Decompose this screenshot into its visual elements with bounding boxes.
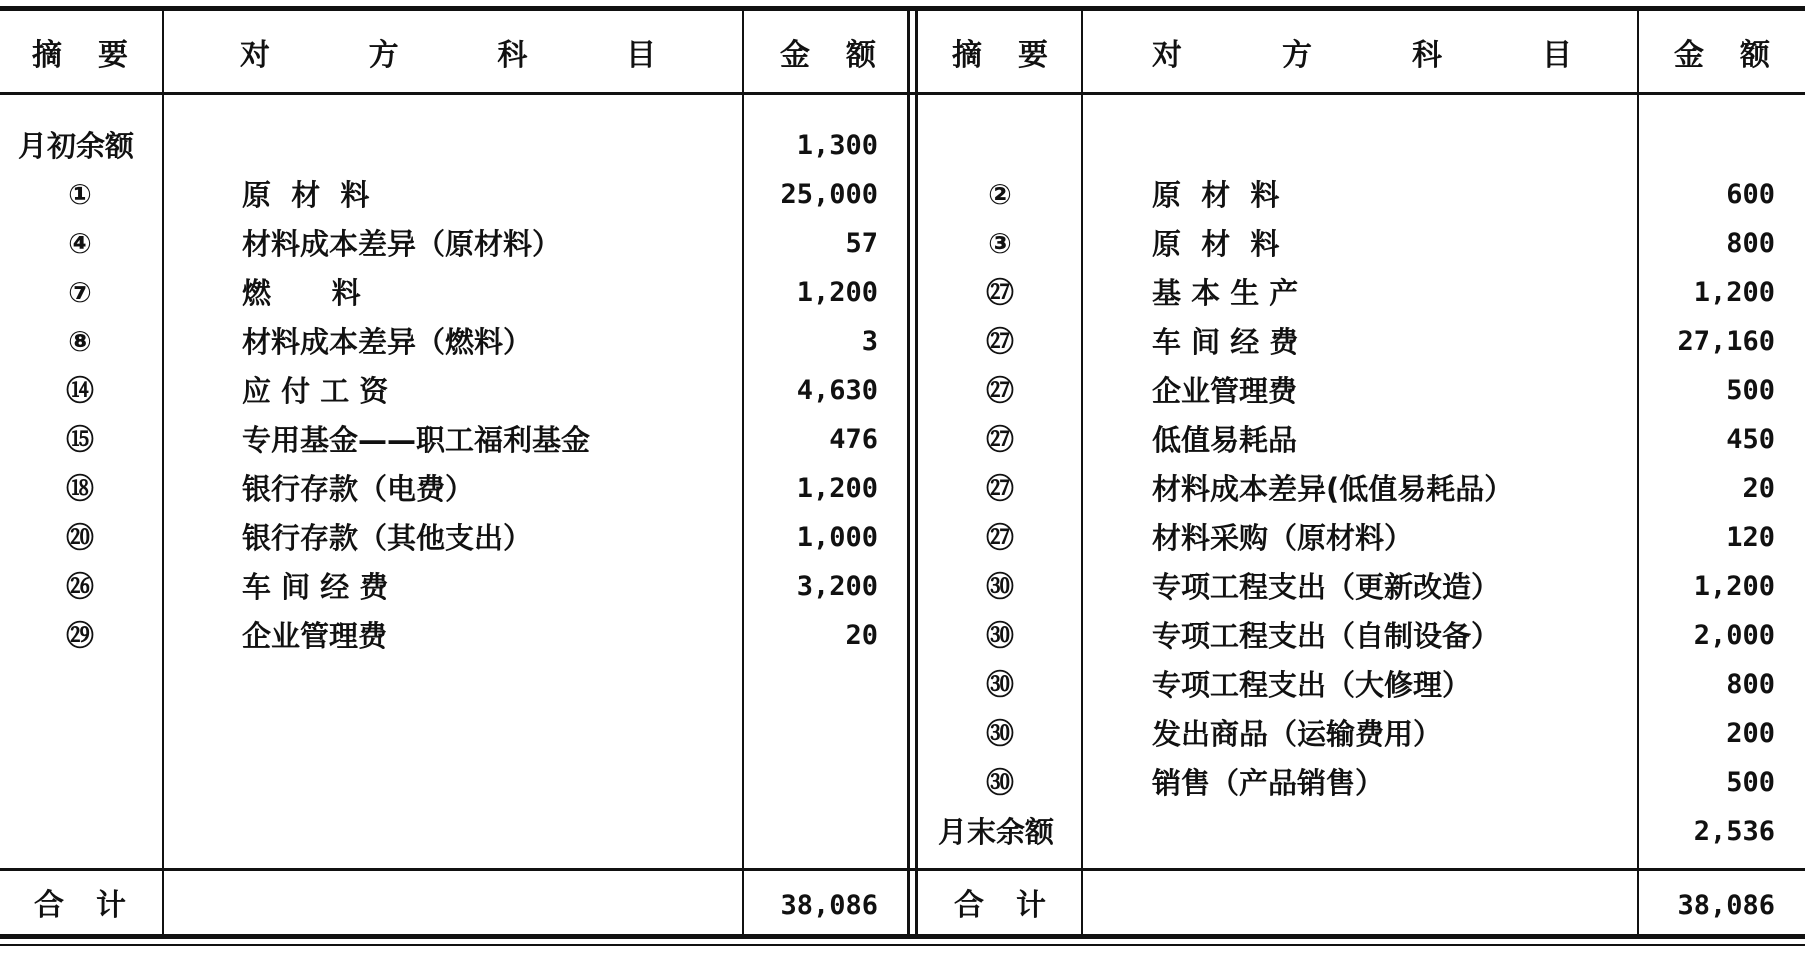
entry-mark: ⑱: [65, 472, 94, 505]
entry-account: 低值易耗品: [1152, 423, 1298, 457]
entry-mark: ⑭: [65, 374, 94, 407]
right-header-amount: 金 额: [1674, 38, 1770, 73]
left-opening-amount: 1,300: [796, 130, 878, 161]
entry-amount: 800: [1726, 228, 1775, 259]
right-total-amount: 38,086: [1677, 890, 1775, 921]
entry-amount: 27,160: [1677, 326, 1775, 357]
entry-account: 专项工程支出（更新改造）: [1152, 570, 1501, 604]
left-opening-label: 月初余额: [18, 129, 135, 163]
entry-mark: ㉗: [985, 423, 1014, 456]
entry-mark: ㉗: [985, 472, 1014, 505]
bottom-rule-thin: [0, 944, 1805, 946]
center-double-rule-a: [907, 11, 910, 934]
entry-mark: ㉚: [985, 619, 1014, 652]
entry-mark: ⑳: [65, 521, 94, 554]
entry-amount: 1,200: [1693, 571, 1775, 602]
right-col-rule-1: [1081, 11, 1083, 934]
entry-mark: ㉚: [985, 717, 1014, 750]
entry-amount: 1,200: [796, 473, 878, 504]
left-total-amount: 38,086: [780, 890, 878, 921]
entry-mark: ㉙: [65, 619, 94, 652]
entry-amount: 476: [829, 424, 878, 455]
entry-amount: 3,200: [796, 571, 878, 602]
entry-account: 原 材 料: [1152, 178, 1280, 212]
right-closing-label: 月末余额: [938, 815, 1055, 849]
entry-amount: 1,200: [796, 277, 878, 308]
entry-amount: 1,000: [796, 522, 878, 553]
entry-account: 材料成本差异（燃料）: [242, 325, 533, 359]
entry-account: 材料成本差异(低值易耗品）: [1152, 472, 1514, 506]
entry-account: 原 材 料: [1152, 227, 1280, 261]
entry-mark: ③: [988, 227, 1012, 260]
entry-mark: ㉚: [985, 570, 1014, 603]
entry-amount: 200: [1726, 718, 1775, 749]
entry-account: 基 本 生 产: [1152, 276, 1299, 310]
entry-mark: ㉗: [985, 374, 1014, 407]
right-header-account: 对 方 科 目: [1152, 38, 1572, 73]
entry-amount: 450: [1726, 424, 1775, 455]
bottom-rule: [0, 934, 1805, 939]
left-header-account: 对 方 科 目: [240, 38, 656, 73]
entry-mark: ㉗: [985, 276, 1014, 309]
entry-amount: 600: [1726, 179, 1775, 210]
right-col-rule-2: [1637, 11, 1639, 934]
right-closing-amount: 2,536: [1693, 816, 1775, 847]
left-col-rule-1: [162, 11, 164, 934]
entry-mark: ②: [988, 178, 1012, 211]
entry-account: 车 间 经 费: [1152, 325, 1299, 359]
entry-mark: ①: [68, 178, 92, 211]
center-double-rule-b: [915, 11, 918, 934]
entry-account: 专项工程支出（大修理）: [1152, 668, 1472, 702]
entry-amount: 500: [1726, 375, 1775, 406]
entry-amount: 120: [1726, 522, 1775, 553]
entry-mark: ㉚: [985, 766, 1014, 799]
entry-amount: 1,200: [1693, 277, 1775, 308]
left-col-rule-2: [742, 11, 744, 934]
left-header-summary: 摘 要: [32, 38, 128, 73]
entry-account: 发出商品（运输费用）: [1152, 717, 1443, 751]
entry-amount: 500: [1726, 767, 1775, 798]
entry-mark: ㉚: [985, 668, 1014, 701]
header-rule: [0, 92, 1805, 95]
entry-account: 银行存款（电费）: [242, 472, 475, 506]
entry-mark: ⑧: [68, 325, 92, 358]
entry-mark: ㉗: [985, 521, 1014, 554]
entry-account: 车 间 经 费: [242, 570, 389, 604]
entry-mark: ④: [68, 227, 92, 260]
entry-mark: ㉖: [65, 570, 94, 603]
entry-account: 材料成本差异（原材料）: [242, 227, 562, 261]
entry-account: 专项工程支出（自制设备）: [1152, 619, 1501, 653]
entry-account: 销售（产品销售）: [1152, 766, 1385, 800]
right-header-summary: 摘 要: [952, 38, 1048, 73]
entry-mark: ⑦: [68, 276, 92, 309]
left-total-label: 合 计: [34, 888, 126, 923]
entry-amount: 2,000: [1693, 620, 1775, 651]
entry-account: 企业管理费: [242, 619, 388, 653]
entry-account: 应 付 工 资: [242, 374, 389, 408]
entry-mark: ⑮: [65, 423, 94, 456]
entry-amount: 57: [845, 228, 878, 259]
entry-amount: 25,000: [780, 179, 878, 210]
entry-account: 材料采购（原材料）: [1152, 521, 1414, 555]
entry-account: 企业管理费: [1152, 374, 1298, 408]
right-total-label: 合 计: [954, 888, 1046, 923]
entry-amount: 4,630: [796, 375, 878, 406]
entry-amount: 20: [1742, 473, 1775, 504]
entry-account: 银行存款（其他支出）: [242, 521, 533, 555]
entry-amount: 3: [861, 326, 878, 357]
entry-account: 燃 料: [242, 276, 361, 310]
entry-amount: 800: [1726, 669, 1775, 700]
left-header-amount: 金 额: [780, 38, 876, 73]
entry-amount: 20: [845, 620, 878, 651]
entry-account: 原 材 料: [242, 178, 370, 212]
top-rule: [0, 6, 1805, 11]
entry-account: 专用基金——职工福利基金: [242, 423, 591, 457]
entry-mark: ㉗: [985, 325, 1014, 358]
total-rule: [0, 868, 1805, 871]
